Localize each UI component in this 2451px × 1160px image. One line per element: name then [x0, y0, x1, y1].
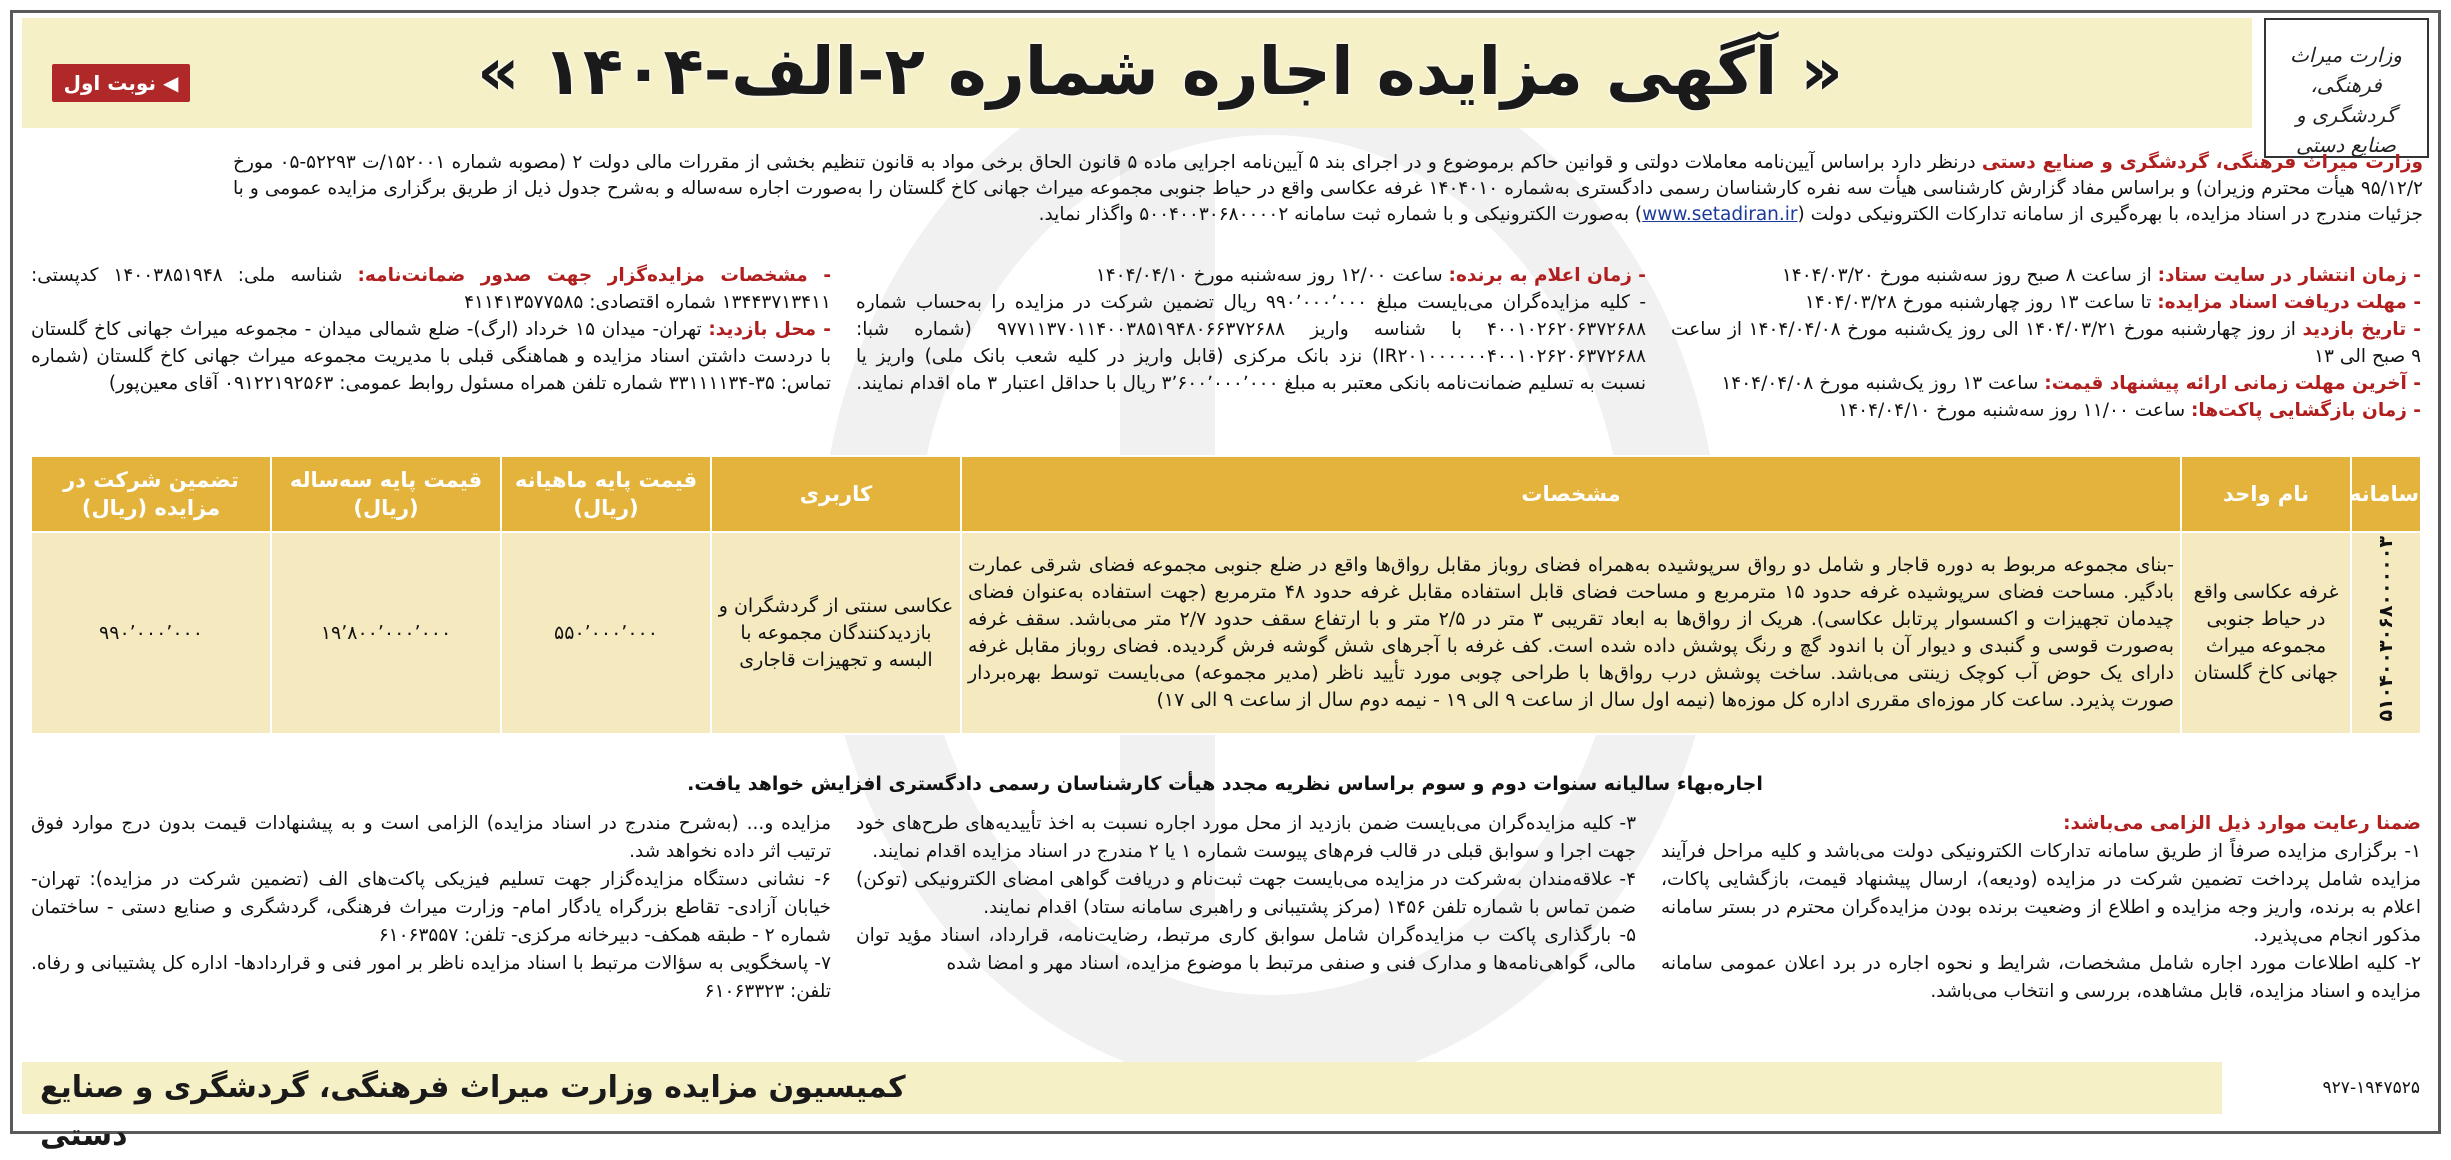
cell-three-year: ۱۹٬۸۰۰٬۰۰۰٬۰۰۰	[271, 532, 501, 734]
publish-line	[1671, 262, 2421, 289]
condition-5: ۵- بارگذاری پاکت ب مزایده‌گران شامل سوابق کاری مرتبط، رضایت‌نامه، قرارداد، اسناد مؤید توان مالی، گواهی‌نامه‌ها و مدارک فنی و صنفی مرتبط با موضوع مزایده، اسناد مهر و امضا شده	[856, 925, 1636, 974]
visit-place-label: - محل بازدید:	[708, 319, 831, 340]
conditions-column-3	[31, 810, 831, 1006]
table-header-row	[31, 456, 2421, 532]
cell-guarantee: ۹۹۰٬۰۰۰٬۰۰۰	[31, 532, 271, 734]
round-badge	[52, 64, 190, 102]
opening-label: - زمان بازگشایی پاکت‌ها:	[2191, 400, 2421, 421]
publish-value: از ساعت ۸ صبح روز سه‌شنبه مورخ ۱۴۰۴/۰۳/۲۰	[1781, 265, 2158, 286]
system-no-text: ۵۱۰۴۰۰۳۰۶۸۰۰۰۰۰۳	[2374, 536, 2397, 722]
cell-monthly: ۵۵۰٬۰۰۰٬۰۰۰	[501, 532, 711, 734]
visit-line	[1671, 316, 2421, 370]
round-badge-label: نوبت اول	[63, 71, 156, 95]
intro-body-2: ) به‌صورت الکترونیکی و با شماره ثبت سامانه ۵۰۰۴۰۰۳۰۶۸۰۰۰۰۲ واگذار نماید.	[1038, 204, 1643, 225]
condition-2: ۲- کلیه اطلاعات مورد اجاره شامل مشخصات، شرایط و نحوه اجاره در برد اعلان عمومی سامانه مزایده و اسناد مزایده، قابل مشاهده، بررسی و انتخاب می‌باشد.	[1661, 953, 2421, 1002]
docs-label: - مهلت دریافت اسناد مزایده:	[2157, 292, 2421, 313]
winner-label: - زمان اعلام به برنده:	[1448, 265, 1646, 286]
docs-value: تا ساعت ۱۳ روز چهارشنبه مورخ ۱۴۰۴/۰۳/۲۸	[1804, 292, 2158, 313]
footer-text: کمیسیون مزایده وزارت میراث فرهنگی، گردشگری و صنایع دستی	[40, 1070, 906, 1153]
auction-table	[30, 455, 2422, 735]
notice-title: « آگهی مزایده اجاره شماره ۲-الف-۱۴۰۴ »	[477, 33, 1843, 110]
deadline-label: - آخرین مهلت زمانی ارائه پیشنهاد قیمت:	[2044, 373, 2421, 394]
col-header-spec: مشخصات	[961, 456, 2181, 532]
condition-1: ۱- برگزاری مزایده صرفاً از طریق سامانه تدارکات الکترونیکی دولت می‌باشد و کلیه مراحل فرآیند مزایده شامل پرداخت تضمین شرکت در مزایده (ودیعه)، ارسال پیشنهاد قیمت، بازگشایی پاکات، اعلام به برنده، واریز وجه مزایده و اطلاع از وضعیت برنده بودن مزایده‌گران محترم در بستر سامانه مذکور انجام می‌پذیرد.	[1661, 841, 2421, 946]
condition-3: ۳- کلیه مزایده‌گران می‌بایست ضمن بازدید از محل مورد اجاره نسبت به اخذ تأییدیه‌های طرح‌های خود جهت اجرا و سوابق قبلی در قالب فرم‌های پیوست شماره ۱ یا ۲ مندرج در اسناد مزایده اقدام نمایند.	[856, 813, 1636, 862]
condition-6: ۶- نشانی دستگاه مزایده‌گزار جهت تسلیم فیزیکی پاکت‌های الف (تضمین شرکت در مزایده): تهران- خیابان آزادی- تقاطع بزرگراه یادگار امام- وزارت میراث فرهنگی، گردشگری و صنایع دستی - ساختمان شماره ۲ - طبقه همکف- دبیرخانه مرکزی- تلفن: ۶۱۰۶۳۵۵۷	[31, 869, 831, 946]
deadline-line	[1671, 370, 2421, 397]
triangle-icon: ◀	[162, 71, 179, 95]
winner-value: ساعت ۱۲/۰۰ روز سه‌شنبه مورخ ۱۴۰۴/۰۴/۱۰	[1095, 265, 1449, 286]
condition-5-continued: مزایده و... (به‌شرح مندرج در اسناد مزایده) الزامی است و به پیشنهادات قیمت بدون درج موارد فوق ترتیب اثر داده نخواهد شد.	[31, 813, 831, 862]
conditions-column-1	[1661, 810, 2421, 1006]
deposit-text: - کلیه مزایده‌گران می‌بایست مبلغ ۹۹۰٬۰۰۰٬۰۰۰ ریال تضمین شرکت در مزایده را به‌حساب شماره ۴۰۰۱۰۲۶۲۰۶۳۷۲۶۸۸ با شناسه واریز ۹۷۷۱۱۳۷۰۱۱۴۰۰۳۸۵۱۹۴۸۰۶۶۳۷۲۶۸۸ (شماره شبا: IR۲۰۱۰۰۰۰۰۰۴۰۰۱۰۲۶۲۰۶۳۷۲۶۸۸) نزد بانک مرکزی (قابل واریز در کلیه شعب بانک ملی) واریز یا نسبت به تسلیم ضمانت‌نامه بانکی معتبر به مبلغ ۳٬۶۰۰٬۰۰۰٬۰۰۰ ریال با حداقل اعتبار ۳ ماه اقدام نمایند.	[856, 292, 1646, 394]
organizer-column	[31, 262, 831, 397]
organizer-label: - مشخصات مزایده‌گزار جهت صدور ضمانت‌نامه:	[357, 265, 831, 286]
deposit-column	[856, 262, 1646, 397]
col-header-usage: کاربری	[711, 456, 961, 532]
ministry-logo-text: وزارت میراث فرهنگی، گردشگری و صنایع دستی	[2290, 43, 2402, 157]
col-header-monthly: قیمت پایه ماهیانه (ریال)	[501, 456, 711, 532]
rent-increase-note: اجاره‌بهاء سالیانه سنوات دوم و سوم براساس نظریه مجدد هیأت کارشناسان رسمی دادگستری افزایش خواهد یافت.	[687, 773, 1763, 795]
cell-unit: غرفه عکاسی واقع در حیاط جنوبی مجموعه میراث جهانی کاخ گلستان	[2181, 532, 2351, 734]
intro-paragraph	[233, 150, 2423, 228]
website-link[interactable]: www.setadiran.ir	[1642, 204, 1798, 225]
visit-place-value: تهران- میدان ۱۵ خرداد (ارگ)- ضلع شمالی میدان - مجموعه میراث جهانی کاخ گلستان با دردست داشتن اسناد مزایده و هماهنگی قبلی با مدیریت مجموعه میراث جهانی کاخ گلستان (شماره تماس: ۳۵-۳۳۱۱۱۱۳۴ شماره تلفن همراه مسئول روابط عمومی: ۰۹۱۲۲۱۹۲۵۶۳ آقای معین‌پور)	[31, 319, 831, 394]
schedule-column	[1671, 262, 2421, 424]
conditions-column-2	[856, 810, 1636, 978]
winner-line	[856, 262, 1646, 289]
cell-spec: -بنای مجموعه مربوط به دوره قاجار و شامل دو رواق سرپوشیده به‌همراه فضای روباز مقابل رواق‌ها واقع در ضلع جنوبی مجموعه فضای شرقی عمارت بادگیر. مساحت فضای سرپوشیده غرفه حدود ۱۵ مترمربع و مساحت فضای قابل استفاده مقابل غرفه حدود ۴۸ مترمربع (جهت استفاده به‌عنوان فضای چیدمان تجهیزات و اکسسوار پرتابل عکاسی). هریک از رواق‌ها به ابعاد تقریبی ۳ متر در ۲/۵ متر و با ارتفاع سقف حدود ۲/۷ متر می‌باشد. سقف غرفه به‌صورت قوسی و گنبدی و دیوار آن با اندود گچ و رنگ پوشش داده شده است. کف غرفه با آجرهای شش گوشه فرش گردیده. فضای روباز مقابل غرفه دارای یک حوض آب کوچک زینتی می‌باشد. ساخت پوشش درب رواق‌ها با طراحی چوبی مورد تأیید ناظر (مدیر مجموعه) می‌بایست توسط بهره‌بردار صورت پذیرد. ساعت کار موزه‌ای مقرری اداره کل موزه‌ها (نیمه اول سال از ساعت ۹ الی ۱۹ - نیمه دوم سال از ساعت ۹ الی ۱۷)	[961, 532, 2181, 734]
organizer-line	[31, 262, 831, 316]
deadline-value: ساعت ۱۳ روز یک‌شنبه مورخ ۱۴۰۴/۰۴/۰۸	[1721, 373, 2045, 394]
visit-label: - تاریخ بازدید	[2302, 319, 2421, 340]
organizer-value: شناسه ملی: ۱۴۰۰۳۸۵۱۹۴۸ کدپستی: ۱۳۴۴۳۷۱۳۴۱۱ شماره اقتصادی: ۴۱۱۴۱۳۵۷۷۵۸۵	[31, 265, 831, 313]
conditions-heading: ضمنا رعایت موارد ذیل الزامی می‌باشد:	[2063, 813, 2421, 834]
condition-7: ۷- پاسخگویی به سؤالات مرتبط با اسناد مزایده ناظر بر امور فنی و قراردادها- اداره کل پشتیبانی و رفاه. تلفن: ۶۱۰۶۳۳۲۳	[31, 953, 831, 1002]
visit-place-line	[31, 316, 831, 397]
col-header-guarantee: تضمین شرکت در مزایده (ریال)	[31, 456, 271, 532]
table-row	[31, 532, 2421, 734]
opening-line	[1671, 397, 2421, 424]
docs-line	[1671, 289, 2421, 316]
notice-code: ۹۲۷-۱۹۴۷۵۲۵	[2322, 1078, 2420, 1098]
cell-system-no	[2351, 532, 2421, 734]
cell-usage: عکاسی سنتی از گردشگران و بازدیدکنندگان مجموعه با البسه و تجهیزات قاجاری	[711, 532, 961, 734]
col-header-three-year: قیمت پایه سه‌ساله (ریال)	[271, 456, 501, 532]
intro-body: درنظر دارد براساس آیین‌نامه معاملات دولتی و قوانین حاکم برموضوع و در اجرای بند ۵ آیین‌نامه اجرایی ماده ۵ قانون الحاق برخی مواد به قانون تنظیم بخشی از مقررات مالی دولت ۲ (مصوبه شماره ۱۵۲۰۰۱/ت ۵۲۲۹۳-۰۵ مورخ ۹۵/۱۲/۲ هیأت محترم وزیران) و براساس مفاد گزارش کارشناسی هیأت سه نفره کارشناسان رسمی دادگستری به‌شماره ۱۴۰۴۰۱۰ غرفه عکاسی واقع در حیاط جنوبی مجموعه میراث جهانی کاخ گلستان را به‌صورت اجاره سه‌ساله و به‌شرح جدول ذیل از طریق برگزاری مزایده عمومی و با جزئیات مندرج در اسناد مزایده، با بهره‌گیری از سامانه تدارکات الکترونیکی دولت (	[233, 152, 2423, 225]
opening-value: ساعت ۱۱/۰۰ روز سه‌شنبه مورخ ۱۴۰۴/۰۴/۱۰	[1838, 400, 2191, 421]
publish-label: - زمان انتشار در سایت ستاد:	[2157, 265, 2421, 286]
intro-org: وزارت میراث فرهنگی، گردشگری و صنایع دستی	[1981, 152, 2423, 173]
col-header-system: سامانه	[2351, 456, 2421, 532]
col-header-unit: نام واحد	[2181, 456, 2351, 532]
condition-4: ۴- علاقه‌مندان به‌شرکت در مزایده می‌بایست جهت ثبت‌نام و دریافت گواهی امضای الکترونیکی (توکن) ضمن تماس با شماره تلفن ۱۴۵۶ (مرکز پشتیبانی و راهبری سامانه ستاد) اقدام نمایند.	[856, 869, 1636, 918]
visit-value: از روز چهارشنبه مورخ ۱۴۰۴/۰۳/۲۱ الی روز یک‌شنبه مورخ ۱۴۰۴/۰۴/۰۸ از ساعت ۹ صبح الی ۱۳	[1671, 319, 2421, 367]
